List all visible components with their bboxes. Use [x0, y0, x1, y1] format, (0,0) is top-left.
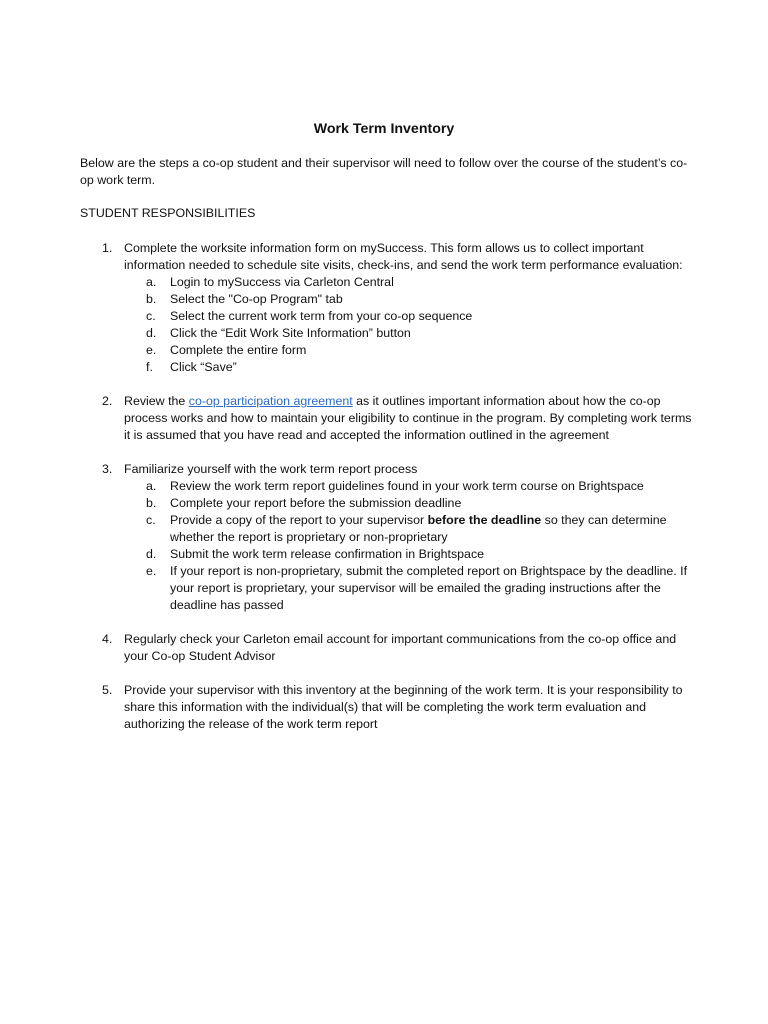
substep-marker: e.	[146, 343, 157, 357]
substep-text: Click the “Edit Work Site Information” button	[170, 326, 411, 340]
step-text	[124, 393, 700, 444]
substep-3b	[124, 495, 700, 512]
intro-paragraph: Below are the steps a co-op student and their supervisor will need to follow over the course of the student’s co-op work term.	[80, 156, 688, 187]
substep-marker: d.	[146, 547, 157, 561]
step-5	[80, 682, 700, 733]
step-text: Complete the worksite information form on mySuccess. This form allows us to collect important information needed to schedule site visits, check-ins, and send the work term performance evaluation:	[124, 241, 683, 272]
substep-text	[170, 513, 667, 544]
substep-3a	[124, 478, 700, 495]
step-marker: 4.	[102, 632, 113, 646]
substep-1f	[124, 359, 700, 376]
substep-text-before-bold: Provide a copy of the report to your supervisor	[170, 513, 428, 527]
document-title: Work Term Inventory	[313, 121, 455, 137]
step-4	[80, 631, 700, 665]
step-1	[80, 240, 700, 376]
substep-text: Submit the work term release confirmation in Brightspace	[170, 547, 485, 561]
substep-1d	[124, 325, 700, 342]
substep-marker: b.	[146, 496, 157, 510]
substep-1b	[124, 291, 700, 308]
substep-text: Click “Save”	[170, 360, 237, 374]
substep-text: Complete your report before the submission deadline	[170, 496, 462, 510]
step-text: Regularly check your Carleton email account for important communications from the co-op office and your Co-op Student Advisor	[124, 632, 677, 663]
substep-marker: c.	[146, 309, 156, 323]
substep-1e	[124, 342, 700, 359]
step-2	[80, 393, 700, 444]
step-marker: 2.	[102, 394, 113, 408]
substep-marker: c.	[146, 513, 156, 527]
deadline-emphasis: before the deadline	[427, 513, 542, 527]
section-heading: STUDENT RESPONSIBILITIES	[80, 206, 256, 220]
substep-marker: d.	[146, 326, 157, 340]
step-text: Familiarize yourself with the work term report process	[124, 462, 418, 476]
step-text-after-link: as it outlines important information about how the co-op process works and how to maintain your eligibility to continue in the program. By completing work terms it is assumed that you have read and accepted the information outlined in the agreement	[124, 394, 692, 442]
substep-3e	[124, 563, 700, 614]
substep-text-after-bold: so they can determine whether the report is proprietary or non-proprietary	[170, 513, 667, 544]
substep-3d	[124, 546, 700, 563]
step-marker: 3.	[102, 462, 113, 476]
substep-list	[124, 274, 700, 376]
step-text: Provide your supervisor with this inventory at the beginning of the work term. It is your responsibility to share this information with the individual(s) that will be completing the work term evaluation and authorizing the release of the work term report	[124, 683, 683, 731]
step-marker: 1.	[102, 241, 113, 255]
step-3	[80, 461, 700, 614]
substep-1c	[124, 308, 700, 325]
substep-text: Login to mySuccess via Carleton Central	[170, 275, 394, 289]
substep-marker: e.	[146, 564, 157, 578]
substep-text: Complete the entire form	[170, 343, 307, 357]
substep-marker: b.	[146, 292, 157, 306]
substep-text: If your report is non-proprietary, submit the completed report on Brightspace by the deadline. If your report is proprietary, your supervisor will be emailed the grading instructions after the deadline has passed	[170, 564, 688, 612]
participation-agreement-link[interactable]: co-op participation agreement	[188, 394, 353, 408]
substep-marker: f.	[146, 360, 153, 374]
step-marker: 5.	[102, 683, 113, 697]
substep-text: Select the current work term from your co-op sequence	[170, 309, 473, 323]
step-text-before-link: Review the	[124, 394, 189, 408]
responsibility-list	[80, 240, 700, 733]
substep-text: Review the work term report guidelines found in your work term course on Brightspace	[170, 479, 644, 493]
substep-marker: a.	[146, 479, 157, 493]
substep-3c	[124, 512, 700, 546]
substep-marker: a.	[146, 275, 157, 289]
substep-list	[124, 478, 700, 614]
substep-text: Select the "Co-op Program" tab	[170, 292, 343, 306]
substep-1a	[124, 274, 700, 291]
